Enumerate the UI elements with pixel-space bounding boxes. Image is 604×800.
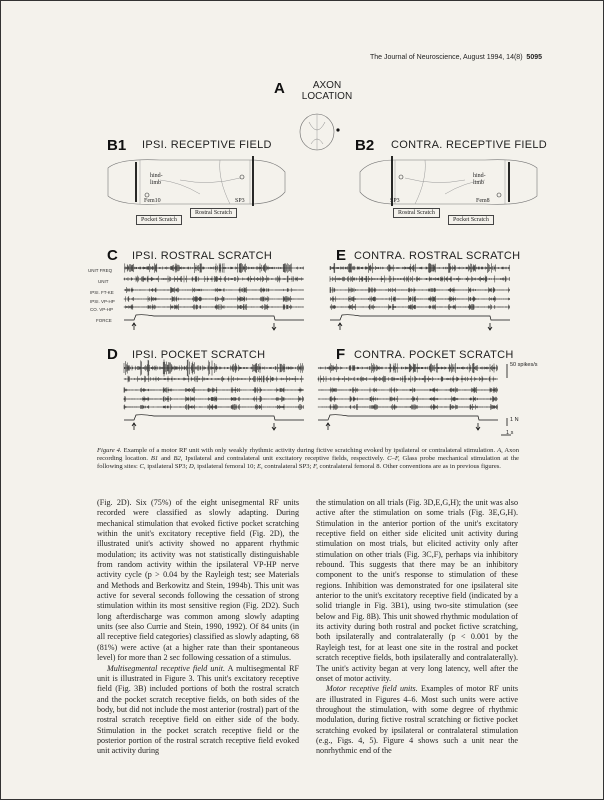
force-trace (330, 315, 510, 320)
right-paragraph-2-text: Examples of motor RF units are illustrated in Figures 4–6. Most such units were active throughout the stimulation, with some degree of rhythmic modulation, during fictive rostral scratching or fictive pocket scratching evoked by ipsilateral or contralateral stimulation (e.g., Figs. 4, 5). Figure 4 shows such a unit near the nonrhythmic end of the (316, 684, 518, 756)
journal-citation: The Journal of Neuroscience, August 1994, 14(8) (369, 54, 523, 61)
b1-pocket-scratch-box: Pocket Scratch (136, 215, 182, 225)
panel-b2-letter: B2 (355, 137, 375, 154)
caption-d-text: ipsilateral femoral 10; (197, 463, 256, 471)
left-paragraph-2 (97, 664, 299, 757)
b2-pocket-scratch-box: Pocket Scratch (448, 215, 494, 225)
force-trace (318, 415, 498, 420)
panel-f-title: CONTRA. POCKET SCRATCH (354, 349, 514, 361)
left-paragraph-2-heading: Multisegmental receptive field unit. (107, 663, 225, 673)
stimulus-offset-arrow (272, 423, 276, 430)
panel-f-letter: F (336, 346, 346, 363)
right-paragraph-1: the stimulation on all trials (Fig. 3D,E,G,H); the unit was also active after the stimulation on some trials (Fig. 3E,G,H). Stimulation in the anterior portion of the unit's excitatory receptive field on either side elicited unit activity during stimulation on most trials, but elicited activity only after stimulation on other trials (Fig. 3C,F), perhaps via inhibitory rebound. This suggests that there may be an inhibitory component to the unit's response to stimulation of these regions. Inhibition was demonstrated for one ipsilateral site anterior to the unit's excitatory receptive field (indicated by a solid triangle in Fig. 3B1), using two-site stimulation (see below and Fig. 8B). This unit showed rhythmic modulation of its activity during both rostral and pocket fictive scratching, both ipsilaterally and contralaterally (p < 0.001 by the Rayleigh test, for at least one site in the rostral and pocket scratch receptive fields, both ipsilaterally and contralaterally). The unit's activity began at very long latency, well after the onset of motor activity. (316, 498, 518, 683)
spinal-cord-section-diagram (295, 108, 345, 158)
left-paragraph-2-text: A multisegmental RF unit is illustrated in Figure 3. This unit's excitatory receptive field (Fig. 3B) included portions of both the rostral scratch and the pocket scratch receptive fields, on both sides of the body, but did not include the most anterior (rostral) part of the rostral scratch receptive field on either side of the body. Stimulation in the pocket scratch receptive field or the posterior portion of the rostral scratch receptive field evoked unit activity during (97, 663, 300, 756)
turtle-carapace-ipsi-diagram (100, 150, 290, 212)
panel-e-letter: E (336, 247, 347, 264)
b1-rostral-scratch-box: Rostral Scratch (190, 208, 237, 218)
label-ipsi-vp-hp: IPSI. VP-HP (90, 299, 115, 304)
caption-cf-text: Glass probe mechanical stimulation at the following sites: (97, 455, 519, 471)
caption-b-text: Ipsilateral and contralateral unit excitatory receptive fields, respectively. (185, 455, 385, 463)
label-co-vp-hp: CO. VP-HP (90, 307, 114, 312)
panel-b2-title: CONTRA. RECEPTIVE FIELD (391, 139, 548, 151)
b1-hindlimb-label: hind- limb (150, 173, 163, 186)
force-trace (124, 415, 304, 420)
scale-time-label: 1 s (506, 430, 514, 436)
trace-panel-c (124, 262, 304, 330)
body-column-left (97, 498, 299, 757)
stimulus-onset-arrow (338, 323, 342, 330)
caption-label: Figure 4. (97, 447, 122, 454)
caption-c-text: ipsilateral SP3; (147, 463, 188, 471)
trace-panel-e (330, 262, 510, 330)
b2-rostral-scratch-box: Rostral Scratch (393, 208, 440, 218)
body-column-right (316, 498, 518, 757)
figure-caption (97, 447, 519, 472)
b1-sp-label: SP3 (235, 198, 245, 204)
turtle-carapace-contra-diagram (355, 150, 545, 212)
label-unit-freq: UNIT FREQ (88, 268, 113, 273)
stimulus-offset-arrow (272, 323, 276, 330)
left-paragraph-1: (Fig. 2D). Six (75%) of the eight unisegmental RF units recorded were classified as slowly adapting. During mechanical stimulation that evoked fictive pocket scratching within the unit's excitatory receptive field (Fig. 2D), the illustrated unit's activity showed no apparent rhythmic modulation; its activity was not statistically distinguishable from random activity within the ipsilateral VP-HP nerve activity cycle (p > 0.04 by the Rayleigh test; see Materials and Methods and Berkowitz and Stein, 1994b). This unit was active for several seconds following the cessation of strong stimulation within its most sensitive region (Fig. 2D2). Such long afterdischarge was common among slowly adapting units (see also Currie and Stein, 1990, 1992). Of 84 units (in all receptive field categories) classified as slowly adapting, 68 (81%) were active (at a higher rate than their spontaneous level) for more than 2 sec following cessation of a stimulus. (97, 498, 299, 663)
label-unit: UNIT (98, 279, 109, 284)
axon-label-line2: LOCATION (301, 91, 353, 102)
panel-d-letter: D (107, 346, 118, 363)
panel-c-title: IPSI. ROSTRAL SCRATCH (132, 250, 273, 262)
axon-location-label (292, 80, 362, 102)
caption-a-text: Axon recording location. (97, 447, 519, 463)
stimulus-onset-arrow (132, 323, 136, 330)
stimulus-offset-arrow (488, 323, 492, 330)
panel-c-letter: C (107, 247, 118, 264)
stimulus-onset-arrow (132, 423, 136, 430)
running-header (370, 54, 542, 61)
stimulus-onset-arrow (326, 423, 330, 430)
right-paragraph-2-heading: Motor receptive field units. (326, 684, 418, 694)
label-ipsi-ft-ke: IPSI. FT-KE (90, 290, 114, 295)
scale-freq-label: 50 spikes/s (510, 362, 538, 368)
stimulus-offset-arrow (476, 423, 480, 430)
panel-a-letter: A (274, 80, 285, 97)
force-trace (124, 315, 304, 320)
caption-f-text: contralateral femoral 8. Other conventions are as in previous figures. (319, 463, 501, 471)
scale-force-label: 1 N (510, 417, 519, 423)
axon-label-line1: AXON (312, 80, 342, 91)
b1-fem-label: Fem10 (144, 198, 161, 204)
right-paragraph-2 (316, 684, 518, 756)
panel-e-title: CONTRA. ROSTRAL SCRATCH (354, 250, 521, 262)
caption-c-label: C, (139, 463, 146, 471)
caption-b2-label: B2, (173, 455, 183, 463)
panel-b1-title: IPSI. RECEPTIVE FIELD (142, 139, 272, 151)
trace-panel-d (124, 362, 304, 430)
trace-panel-f (318, 362, 498, 430)
caption-b1-label: B1 (150, 455, 159, 463)
b2-hindlimb-label: hind- limb (473, 173, 486, 186)
caption-and: and (161, 455, 171, 463)
caption-a-label: A, (497, 447, 503, 454)
caption-d-label: D, (189, 463, 196, 471)
panel-d-title: IPSI. POCKET SCRATCH (132, 349, 266, 361)
b2-sp-label: SP3 (390, 198, 400, 204)
caption-e-label: E, (256, 463, 263, 471)
caption-e-text: contralateral SP3; (264, 463, 312, 471)
caption-sentence: Example of a motor RF unit with only weakly rhythmic activity during fictive scratching evoked by ipsilateral or contralateral stimulation. (123, 447, 496, 454)
panel-b1-letter: B1 (107, 137, 127, 154)
caption-cf-label: C–F, (387, 455, 400, 463)
caption-f-label: F, (313, 463, 318, 471)
page-number: 5095 (526, 54, 542, 61)
b2-fem-label: Fem8 (476, 198, 490, 204)
label-force: FORCE (96, 318, 112, 323)
